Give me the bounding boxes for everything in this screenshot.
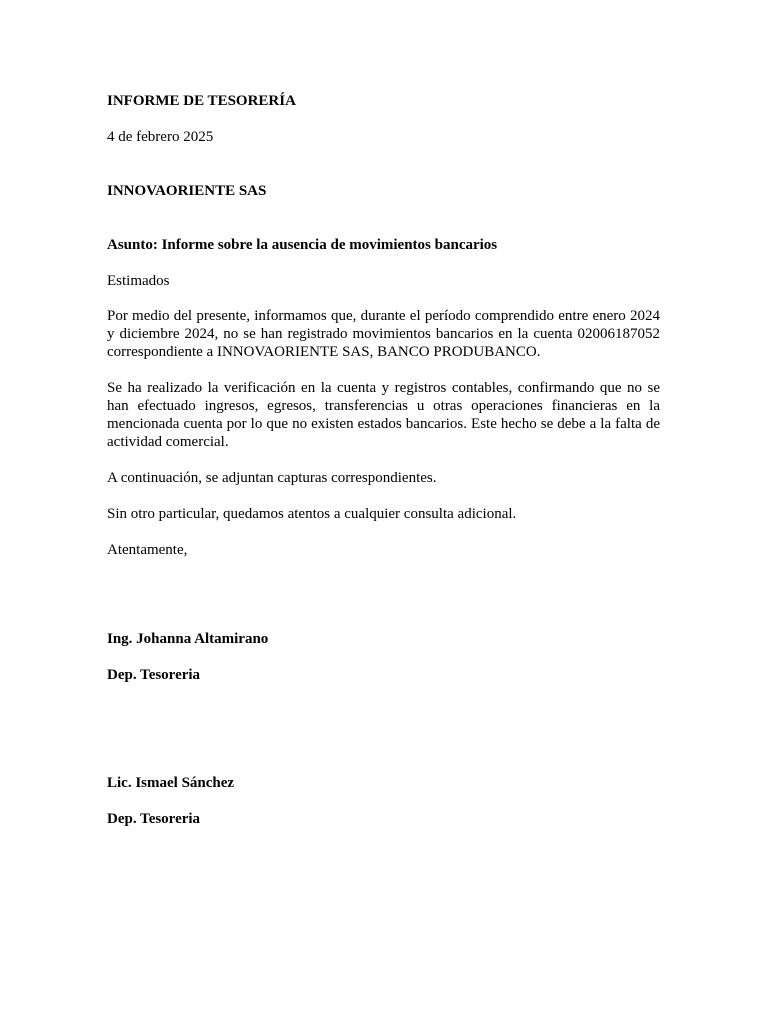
- document-title: INFORME DE TESORERÍA: [107, 93, 296, 109]
- closing: Atentamente,: [107, 542, 188, 558]
- body-paragraph-1: Por medio del presente, informamos que, durante el período comprendido entre enero 2024 y diciembre 2024, no se han registrado movimientos bancarios en la cuenta 02006187052 correspondiente a INNOVAORIENTE SAS, BANCO PRODUBANCO.: [107, 308, 660, 360]
- body-paragraph-3: A continuación, se adjuntan capturas correspondientes.: [107, 470, 437, 486]
- signatory-1-department: Dep. Tesoreria: [107, 667, 201, 683]
- signatory-1-name: Ing. Johanna Altamirano: [107, 631, 269, 647]
- body-paragraph-2: Se ha realizado la verificación en la cuenta y registros contables, confirmando que no se han efectuado ingresos, egresos, transferencias u otras operaciones financieras en la mencionada cuenta por lo que no existen estados bancarios. Este hecho se debe a la falta de actividad comercial.: [107, 380, 660, 450]
- signatory-2-name: Lic. Ismael Sánchez: [107, 775, 235, 791]
- signatory-2-department: Dep. Tesoreria: [107, 811, 201, 827]
- body-paragraph-4: Sin otro particular, quedamos atentos a cualquier consulta adicional.: [107, 506, 517, 522]
- greeting: Estimados: [107, 273, 170, 289]
- document-date: 4 de febrero 2025: [107, 129, 214, 145]
- company-name: INNOVAORIENTE SAS: [107, 183, 267, 199]
- subject-line: Asunto: Informe sobre la ausencia de movimientos bancarios: [107, 237, 498, 253]
